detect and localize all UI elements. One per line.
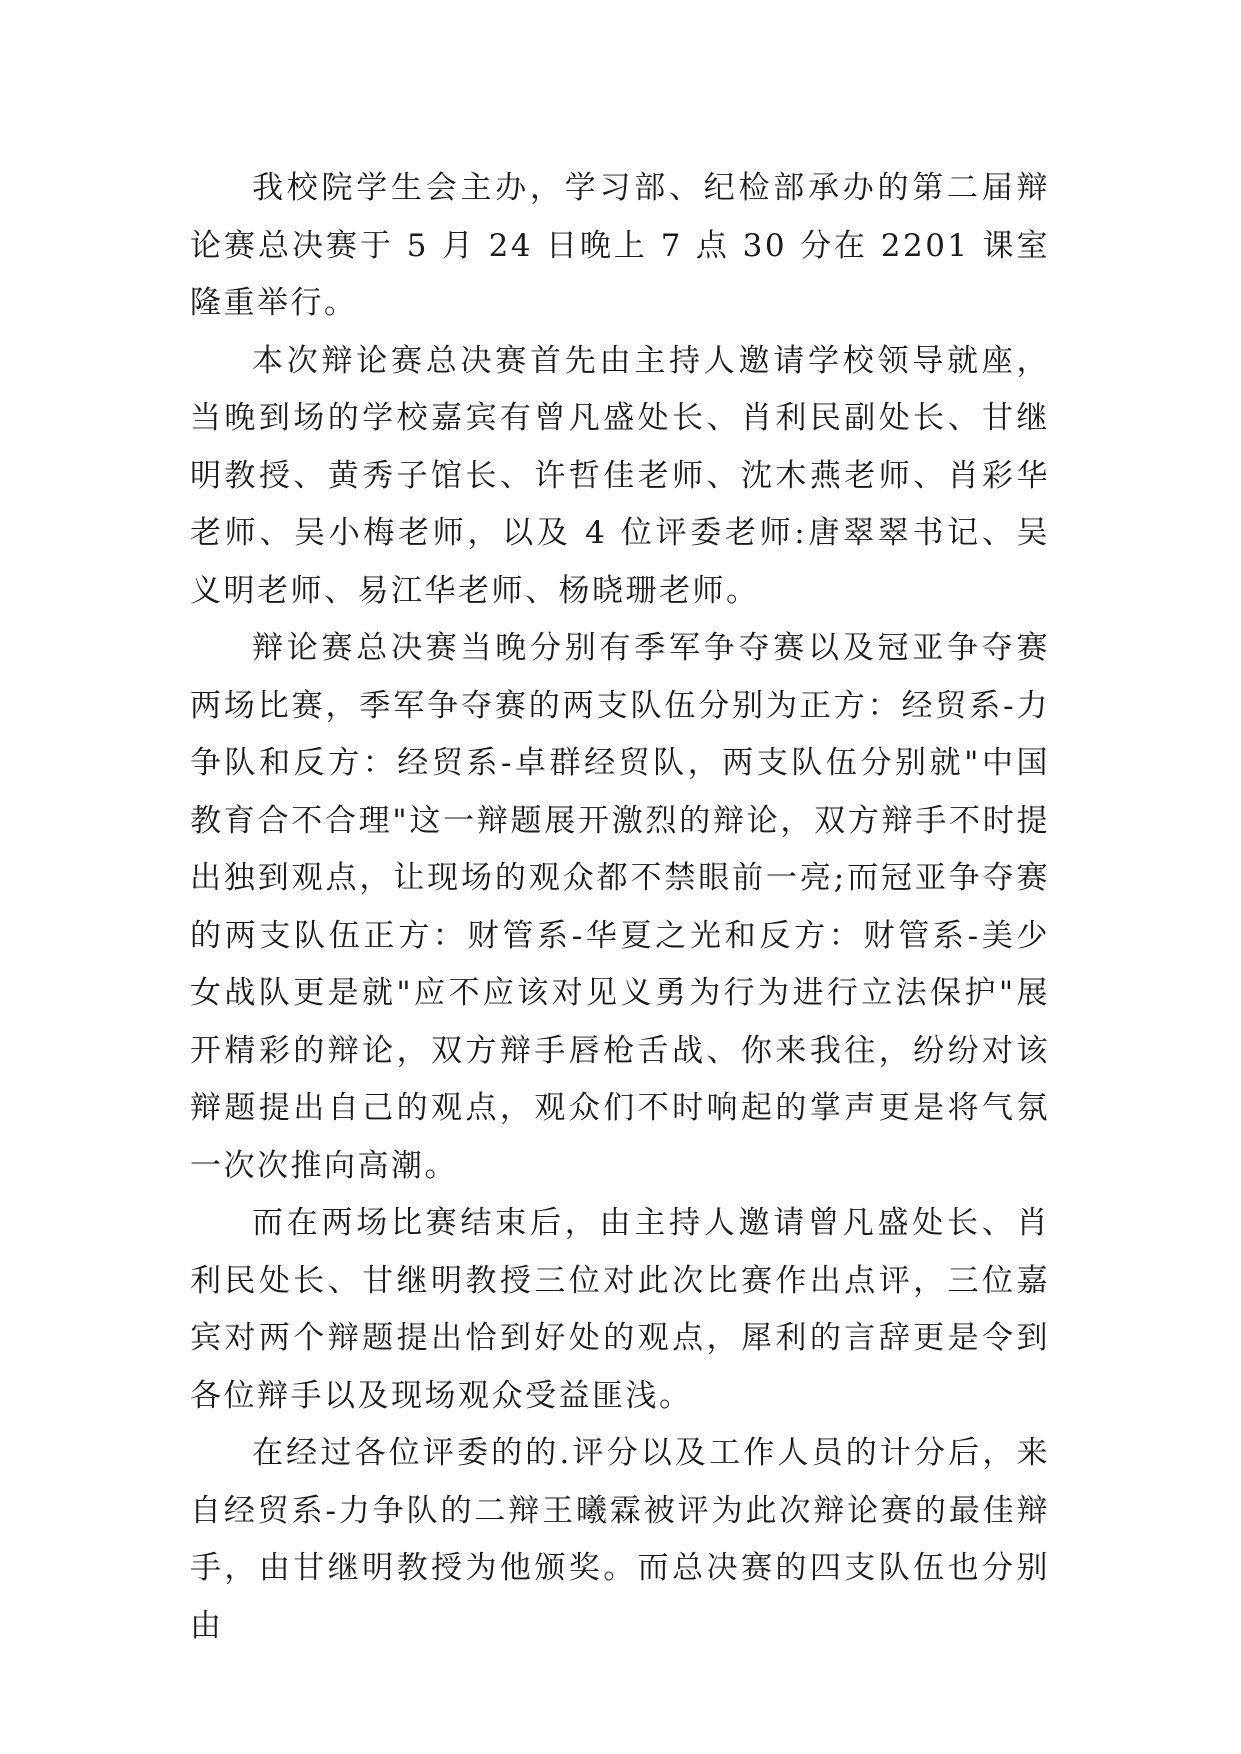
paragraph-event-intro: 我校院学生会主办，学习部、纪检部承办的第二届辩论赛总决赛于 5 月 24 日晚上 7 点 30 分在 2201 课室隆重举行。 [190,170,1050,321]
paragraph-awards: 在经过各位评委的的.评分以及工作人员的计分后，来自经贸系-力争队的二辩王曦霖被评为此次辩论赛的最佳辩手，由甘继明教授为他颁奖。而总决赛的四支队伍也分别由 [190,1435,1050,1644]
paragraph-guests: 本次辩论赛总决赛首先由主持人邀请学校领导就座，当晚到场的学校嘉宾有曾凡盛处长、肖利民副处长、甘继明教授、黄秀子馆长、许哲佳老师、沈木燕老师、肖彩华老师、吴小梅老师，以及 4 位评委老师:唐翠翠书记、吴义明老师、易江华老师、杨晓珊老师。 [190,342,1050,609]
document-body [190,160,1050,1655]
paragraph-matches: 辩论赛总决赛当晚分别有季军争夺赛以及冠亚争夺赛两场比赛，季军争夺赛的两支队伍分别为正方：经贸系-力争队和反方：经贸系-卓群经贸队，两支队伍分别就"中国教育合不合理"这一辩题展开激烈的辩论，双方辩手不时提出独到观点，让现场的观众都不禁眼前一亮;而冠亚争夺赛的两支队伍正方：财管系-华夏之光和反方：财管系-美少女战队更是就"应不应该对见义勇为行为进行立法保护"展开精彩的辩论，双方辩手唇枪舌战、你来我往，纷纷对该辩题提出自己的观点，观众们不时响起的掌声更是将气氛一次次推向高潮。 [190,630,1050,1184]
paragraph-commentary: 而在两场比赛结束后，由主持人邀请曾凡盛处长、肖利民处长、甘继明教授三位对此次比赛作出点评，三位嘉宾对两个辩题提出恰到好处的观点，犀利的言辞更是令到各位辩手以及现场观众受益匪浅。 [190,1205,1050,1414]
